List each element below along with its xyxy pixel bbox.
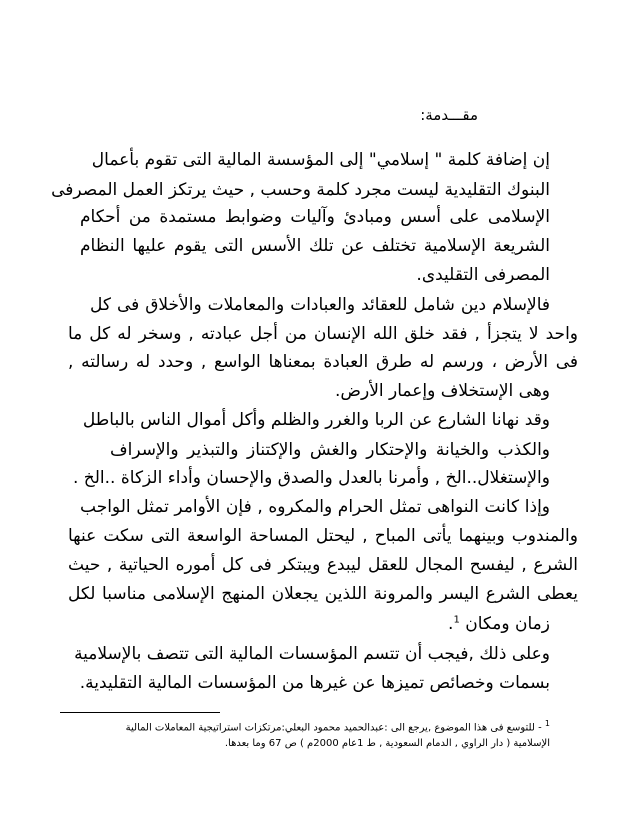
paragraph-line: بسمات وخصائص تميزها عن غيرها من المؤسسات المالية التقليدية.: [79, 673, 550, 693]
paragraph-line: الشرع , ليفسح المجال للعقل ليبدع ويبتكر فى كل أموره الحياتية , حيث: [68, 555, 578, 575]
footnote-line: [80, 717, 550, 735]
paragraph-line: الشريعة الإسلامية تختلف عن تلك الأسس التى يقوم عليها النظام: [80, 236, 550, 256]
footnote-reference[interactable]: 1: [453, 614, 460, 626]
paragraph-line: والإستغلال..الخ , وأمرنا بالعدل والصدق والإحسان وأداء الزكاة ..الخ .: [72, 468, 550, 488]
paragraph-line: إن إضافة كلمة " إسلامي" إلى المؤسسة المالية التى تقوم بأعمال: [91, 150, 550, 170]
paragraph-line: وعلى ذلك ,فيجب أن تتسم المؤسسات المالية التى تتصف بالإسلامية: [74, 644, 550, 664]
paragraph-line: الإسلامى على أسس ومبادئ وآليات وضوابط مستمدة من أحكام: [80, 207, 550, 227]
paragraph-line: فى الأرض ، ورسم له طرق العبادة بمعناها الواسع , وحدد له رسالته ,: [68, 352, 578, 372]
paragraph-line: يعطى الشرع اليسر والمرونة اللذين يجعلان المنهج الإسلامى مناسبا لكل: [68, 584, 578, 604]
paragraph-line: واحد لا يتجزأ , فقد خلق الله الإنسان من أجل عبادته , وسخر له كل ما: [68, 324, 578, 344]
paragraph-line: وإذا كانت النواهى تمثل الحرام والمكروه , فإن الأوامر تمثل الواجب: [80, 497, 550, 517]
paragraph-line: وهى الإستخلاف وإعمار الأرض.: [335, 381, 550, 401]
paragraph-line: والمندوب وبينهما يأتى المباح , ليحتل المساحة الواسعة التى سكت عنها: [68, 526, 578, 546]
paragraph-line: وقد نهانا الشارع عن الربا والغرر والظلم وأكل أموال الناس بالباطل: [82, 410, 550, 430]
footnote-separator: [60, 712, 220, 713]
paragraph-line-with-footnote: [80, 614, 550, 634]
line-end-punctuation: .: [448, 614, 454, 634]
paragraph-line-text: زمان ومكان: [465, 614, 550, 634]
paragraph-line: البنوك التقليدية ليست مجرد كلمة وحسب , حيث يرتكز العمل المصرفى: [51, 180, 550, 200]
footnote-line: الإسلامية ( دار الراوي , الدمام السعودية , ط 1عام 2000م ) ص 67 وما بعدها.: [224, 738, 550, 749]
paragraph-line: فالإسلام دين شامل للعقائد والعبادات والمعاملات والأخلاق فى كل: [90, 295, 550, 315]
paragraph-line: المصرفى التقليدى.: [416, 265, 550, 285]
footnote-text: - للتوسع فى هذا الموضوع ,يرجع الى :عبدالحميد محمود البعلي:مرتكزات استراتيجية المعاملات المالية: [125, 722, 542, 734]
paragraph-line: والكذب والخيانة والإحتكار والغش والإكتناز والتبذير والإسراف: [110, 440, 550, 460]
footnote-marker: 1: [544, 719, 550, 728]
section-heading: مقـــدمة:: [420, 106, 478, 124]
